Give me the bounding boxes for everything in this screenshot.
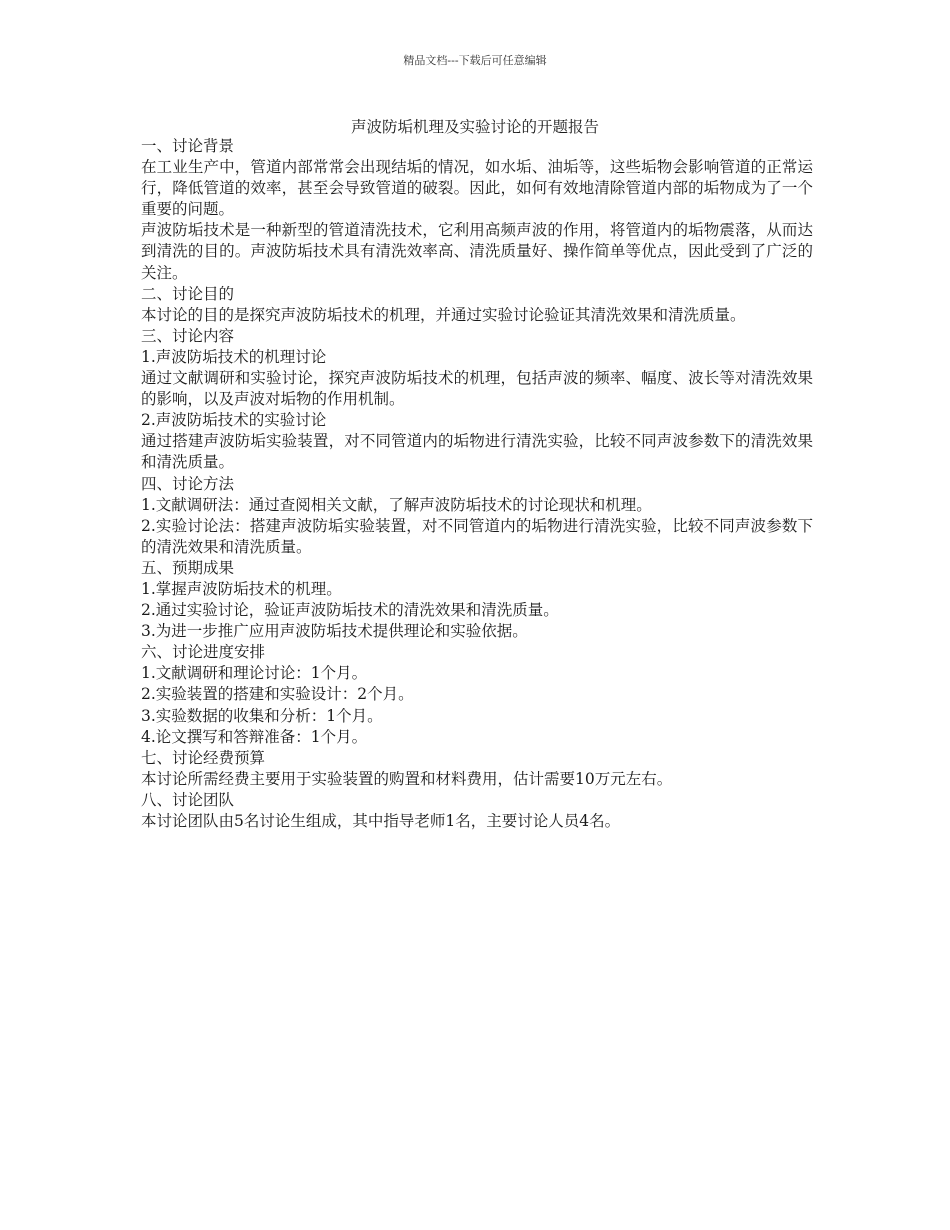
section-results [141,558,813,642]
paragraph: 在工业生产中，管道内部常常会出现结垢的情况，如水垢、油垢等，这些垢物会影响管道的正常运行，降低管道的效率，甚至会导致管道的破裂。因此，如何有效地清除管道内部的垢物成为了一个重要的问题。 [141,158,813,219]
section-heading: 一、讨论背景 [141,137,235,155]
list-item: 2.通过实验讨论，验证声波防垢技术的清洗效果和清洗质量。 [141,601,559,620]
section-heading: 二、讨论目的 [141,284,235,303]
paragraph: 本讨论的目的是探究声波防垢技术的机理，并通过实验讨论验证其清洗效果和清洗质量。 [141,305,746,324]
paragraph: 本讨论所需经费主要用于实验装置的购置和材料费用，估计需要10万元左右。 [141,769,673,788]
list-item: 1.文献调研和理论讨论：1个月。 [141,664,368,683]
list-item: 2.实验讨论法：搭建声波防垢实验装置，对不同管道内的垢物进行清洗实验，比较不同声波参数下的清洗效果和清洗质量。 [141,516,813,556]
list-item: 1.文献调研法：通过查阅相关文献，了解声波防垢技术的讨论现状和机理。 [141,495,652,514]
paragraph: 本讨论团队由5名讨论生组成，其中指导老师1名，主要讨论人员4名。 [141,812,621,830]
page-header: 精品文档---下载后可任意编辑 [403,54,547,67]
section-heading: 三、讨论内容 [141,326,235,345]
document-body [141,136,813,832]
subsection-title: 1.声波防垢技术的机理讨论 [141,347,327,366]
list-item: 3.实验数据的收集和分析：1个月。 [141,706,383,725]
document-title: 声波防垢机理及实验讨论的开题报告 [350,118,599,136]
list-item: 2.实验装置的搭建和实验设计：2个月。 [141,685,414,704]
section-budget [141,748,813,790]
section-heading: 七、讨论经费预算 [141,748,266,767]
list-item: 1.掌握声波防垢技术的机理。 [141,579,342,598]
paragraph: 通过文献调研和实验讨论，探究声波防垢技术的机理，包括声波的频率、幅度、波长等对清洗效果的影响，以及声波对垢物的作用机制。 [141,369,813,409]
subsection-title: 2.声波防垢技术的实验讨论 [141,411,327,430]
section-schedule [141,642,813,747]
section-background [141,136,813,284]
list-item: 3.为进一步推广应用声波防垢技术提供理论和实验依据。 [141,622,528,641]
section-methods [141,474,813,558]
section-purpose [141,284,813,326]
section-content [141,326,813,474]
paragraph: 声波防垢技术是一种新型的管道清洗技术，它利用高频声波的作用，将管道内的垢物震落，从而达到清洗的目的。声波防垢技术具有清洗效率高、清洗质量好、操作简单等优点，因此受到了广泛的关注。 [141,221,813,282]
paragraph: 通过搭建声波防垢实验装置，对不同管道内的垢物进行清洗实验，比较不同声波参数下的清洗效果和清洗质量。 [141,432,813,472]
section-heading: 八、讨论团队 [141,790,235,809]
section-heading: 六、讨论进度安排 [141,643,266,662]
list-item: 4.论文撰写和答辩准备：1个月。 [141,727,368,746]
section-heading: 五、预期成果 [141,558,235,577]
section-team [141,790,813,832]
section-heading: 四、讨论方法 [141,474,235,493]
